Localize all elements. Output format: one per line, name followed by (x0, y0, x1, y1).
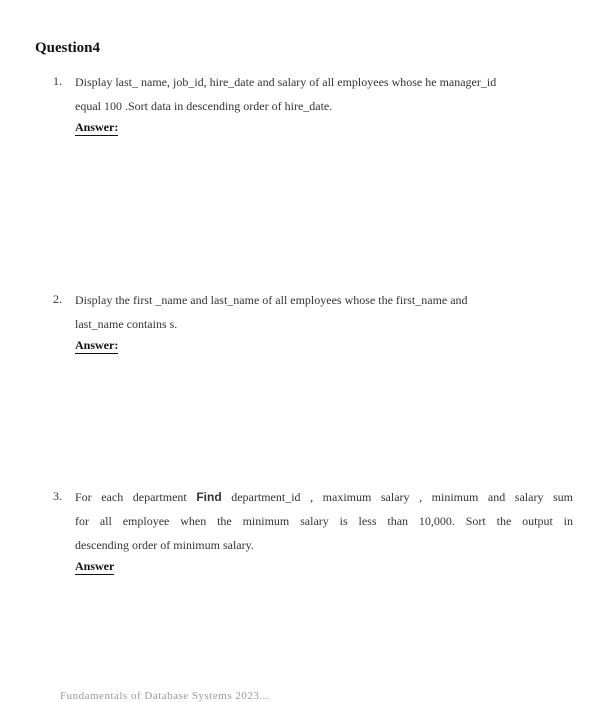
answer-label: Answer: (75, 120, 119, 134)
page-footer: Fundamentals of Database Systems 2023... (60, 690, 270, 702)
question-text-line: for all employee when the minimum salary is less than 10,000. Sort the output in (75, 514, 573, 528)
question-text-line: descending order of minimum salary. (75, 538, 254, 552)
question-text-line: last_name contains s. (75, 317, 178, 331)
question-body (75, 288, 573, 354)
question-text-line: equal 100 .Sort data in descending order of hire_date. (75, 99, 333, 113)
question-body (75, 70, 573, 136)
question-number: 3. (53, 489, 62, 503)
question-text-line: Display the first _name and last_name of all employees whose the first_name and (75, 293, 468, 307)
question-number: 1. (53, 74, 62, 88)
question-text-line: For each department Find department_id , maximum salary , minimum and salary sum (75, 490, 574, 504)
answer-label: Answer: (75, 338, 119, 352)
emphasis-find: Find (196, 490, 222, 504)
answer-label: Answer (75, 559, 115, 573)
question-number: 2. (53, 292, 62, 306)
question-body (75, 485, 573, 575)
question-text-line: Display last_ name, job_id, hire_date and salary of all employees whose he manager_id (75, 75, 497, 89)
page-title: Question4 (35, 40, 101, 56)
